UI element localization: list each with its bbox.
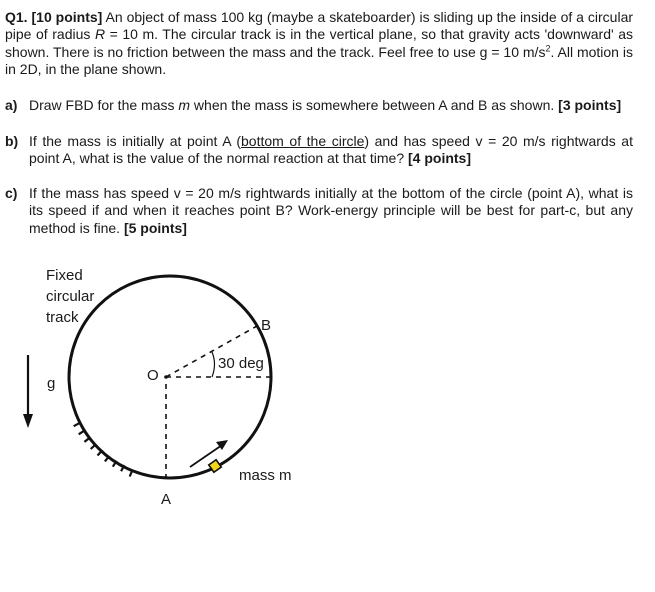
question-text-1: An object of mass 100 kg (maybe a skateboarder) is sliding up the inside of a circular pipe of radius <box>5 9 634 43</box>
part-c <box>5 185 633 237</box>
question-points: [10 points] <box>31 9 103 25</box>
center-label: O <box>147 367 159 384</box>
question-number: Q1. <box>5 9 28 25</box>
part-a-text-2: when the mass is somewhere between A and B as shown. <box>190 97 559 113</box>
part-a-points: [3 points] <box>558 97 622 113</box>
angle-label: 30 deg <box>218 355 264 372</box>
gravity-label: g <box>47 375 56 392</box>
point-b-label: B <box>261 317 272 334</box>
mass-label: mass m <box>239 467 292 484</box>
question-text-2: = 10 m. The circular track is in the vertical plane, so that gravity acts 'downward' as shown. There is no friction between the mass and the track. Feel free to use g = 10 m/s <box>5 26 633 60</box>
part-b-text-2: ) and has speed v = 20 m/s rightwards at point A, what is the value of the normal reaction at that time? <box>29 133 633 167</box>
part-b-points: [4 points] <box>408 150 471 167</box>
part-b-label: b) <box>5 133 19 149</box>
part-b <box>5 133 633 168</box>
question-intro <box>5 9 633 79</box>
center-point <box>164 375 168 379</box>
track-label-line-2: circular <box>46 288 95 305</box>
question-text-3: . All motion is in 2D, in the plane shown. <box>5 43 633 78</box>
track-label-line-3: track <box>46 309 79 326</box>
part-b-text <box>29 133 633 168</box>
point-a-label: A <box>161 491 172 508</box>
track-label-line-1: Fixed <box>46 267 83 284</box>
part-a-label: a) <box>5 97 18 113</box>
part-b-text-1: If the mass is initially at point A ( <box>29 133 242 149</box>
part-c-text-1: If the mass has speed v = 20 m/s rightwards initially at the bottom of the circle (point A), what is its speed if and when it reaches point B? Work-energy principle will be best for part-c, but any method is fine. <box>29 185 633 236</box>
part-a-mass-symbol: m <box>178 97 191 113</box>
track-hatching <box>74 423 133 477</box>
circular-track-diagram <box>0 258 330 528</box>
part-a-text-1: Draw FBD for the mass <box>29 97 179 113</box>
part-a <box>5 97 633 114</box>
part-c-text <box>29 185 633 237</box>
radius-symbol: R <box>94 26 106 43</box>
part-a-text <box>29 97 633 114</box>
part-c-points: [5 points] <box>123 219 187 236</box>
gravity-arrow-head <box>23 414 33 428</box>
part-c-label: c) <box>5 185 18 201</box>
angle-arc <box>212 352 215 377</box>
units-superscript: 2 <box>545 43 551 54</box>
part-b-underlined: bottom of the circle <box>241 133 365 149</box>
